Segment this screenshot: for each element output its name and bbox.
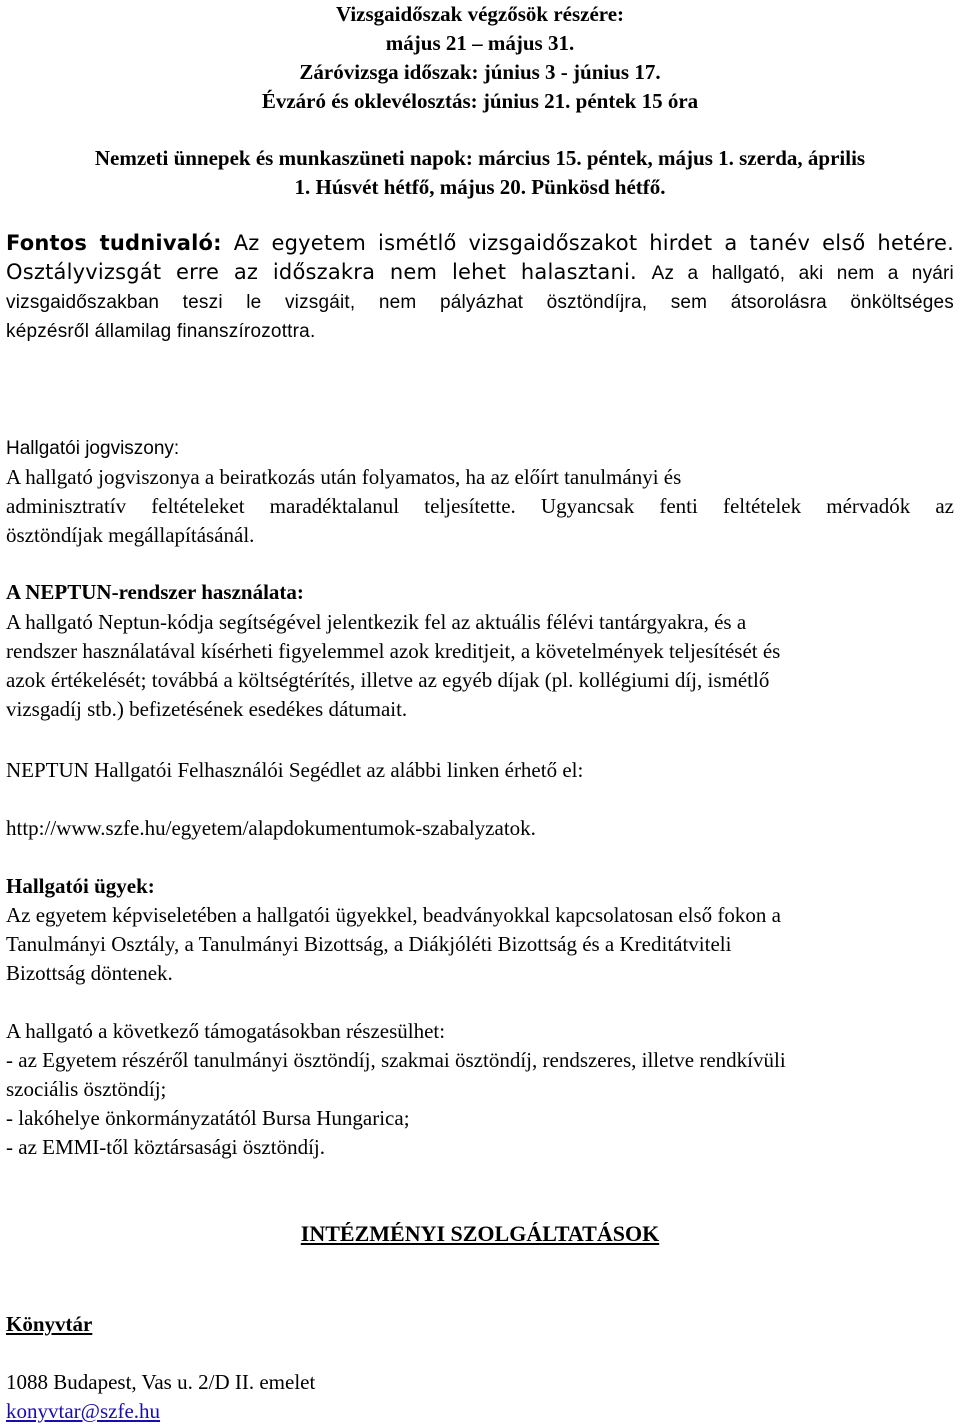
support-item-3: - az EMMI-től köztársasági ösztöndíj.: [6, 1135, 325, 1159]
neptun-heading: A NEPTUN-rendszer használata:: [6, 580, 304, 604]
student-affairs-text: [6, 901, 954, 988]
support-intro: A hallgató a következő támogatásokban részesülhet:: [6, 1019, 446, 1043]
important-line-2b: Az a hallgató, aki nem a nyári: [651, 263, 954, 284]
student-status-heading: Hallgatói jogviszony:: [6, 438, 180, 459]
support-list: [6, 1017, 954, 1162]
library-email-link[interactable]: konyvtar@szfe.hu: [6, 1399, 161, 1423]
important-label: Fontos tudnivaló:: [6, 231, 222, 255]
student-affairs-line-3: Bizottság döntenek.: [6, 961, 173, 985]
student-affairs-line-1: Az egyetem képviseletében a hallgatói ügyekkel, beadványokkal kapcsolatosan első fokon a: [6, 903, 781, 927]
student-affairs-line-2: Tanulmányi Osztály, a Tanulmányi Bizottság, a Diákjóléti Bizottság és a Kreditátviteli: [6, 932, 732, 956]
holidays-line-2: 1. Húsvét hétfő, május 20. Pünkösd hétfő.: [294, 175, 666, 199]
support-item-2: - lakóhelye önkormányzatától Bursa Hungarica;: [6, 1106, 410, 1130]
graduates-exam-label: Vizsgaidőszak végzősök részére:: [335, 2, 625, 26]
important-notice: [6, 229, 954, 346]
library-contact: [6, 1397, 954, 1426]
important-line-1: [6, 229, 954, 258]
student-affairs-heading: Hallgatói ügyek:: [6, 874, 155, 898]
neptun-guide-text: NEPTUN Hallgatói Felhasználói Segédlet az alábbi linken érhető el:: [6, 758, 584, 782]
library-address: 1088 Budapest, Vas u. 2/D II. emelet: [6, 1370, 316, 1394]
student-status-line-3: ösztöndíjak megállapításánál.: [6, 523, 255, 547]
student-status-line-1: A hallgató jogviszonya a beiratkozás után folyamatos, ha az előírt tanulmányi és: [6, 465, 682, 489]
exam-periods: [0, 0, 960, 116]
important-line-1-text: Az egyetem ismétlő vizsgaidőszakot hirdet a tanév első hetére.: [233, 231, 954, 255]
support-item-1-line-1: - az Egyetem részéről tanulmányi ösztöndíj, szakmai ösztöndíj, rendszeres, illetve rendkívüli: [6, 1048, 786, 1072]
neptun-line-2: rendszer használatával kísérheti figyelemmel azok kreditjeit, a követelmények teljesítését és: [6, 639, 781, 663]
important-line-3: vizsgaidőszakban teszi le vizsgáit, nem pályázhat ösztöndíjra, sem átsorolásra önköltséges: [6, 292, 954, 313]
graduates-exam-dates: május 21 – május 31.: [385, 31, 575, 55]
neptun-line-3: azok értékelését; továbbá a költségtérítés, illetve az egyéb díjak (pl. kollégiumi díj, ismétlő: [6, 668, 770, 692]
holidays-line-1: Nemzeti ünnepek és munkaszüneti napok: március 15. péntek, május 1. szerda, április: [94, 146, 866, 170]
neptun-text: [6, 608, 954, 724]
student-status-text: [6, 463, 954, 550]
support-item-1-line-2: szociális ösztöndíj;: [6, 1077, 167, 1101]
holidays: [0, 144, 960, 202]
important-line-2a: Osztályvizsgát erre az időszakra nem lehet halasztani.: [6, 260, 637, 284]
neptun-line-1: A hallgató Neptun-kódja segítségével jelentkezik fel az aktuális félévi tantárgyakra, és a: [6, 610, 747, 634]
neptun-line-4: vizsgadíj stb.) befizetésének esedékes dátumait.: [6, 697, 408, 721]
services-title: INTÉZMÉNYI SZOLGÁLTATÁSOK: [300, 1221, 660, 1246]
neptun-guide-url[interactable]: http://www.szfe.hu/egyetem/alapdokumentumok-szabalyzatok.: [6, 816, 536, 840]
important-line-2: [6, 258, 954, 288]
library-heading: Könyvtár: [6, 1312, 93, 1336]
final-exam-period: Záróvizsga időszak: június 3 - június 17.: [299, 60, 661, 84]
important-line-4: képzésről államilag finanszírozottra.: [6, 321, 316, 342]
student-status-line-2: adminisztratív feltételeket maradéktalanul teljesítette. Ugyancsak fenti feltételek mérvadók az: [6, 494, 954, 518]
closing-ceremony: Évzáró és oklevélosztás: június 21. péntek 15 óra: [261, 89, 699, 113]
